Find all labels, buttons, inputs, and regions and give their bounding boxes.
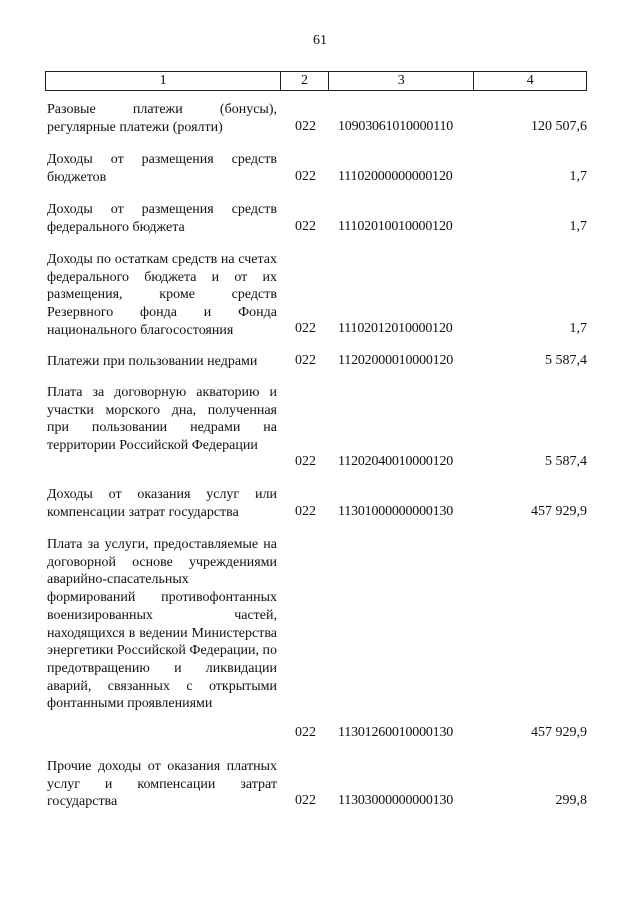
row-code: 022: [295, 119, 316, 134]
row-amount: 1,7: [569, 219, 587, 234]
row-kbk: 11102000000000120: [338, 169, 453, 184]
row-code: 022: [295, 454, 316, 469]
row-code: 022: [295, 321, 316, 336]
row-kbk: 11202000010000120: [338, 353, 454, 368]
row-kbk: 10903061010000110: [338, 119, 454, 134]
page-number: 61: [313, 33, 327, 48]
row-name: Плата за услуги, предоставляемые на договорной основе учреждениями аварийно-спасательных формирований противофонтанных военизированных частей, находящихся в ведении Министерства энергетики Российской Федерации, по предотвращению и ликвидации аварий, связанных с открытыми фонтанными проявлениями: [47, 537, 277, 712]
row-amount: 457 929,9: [531, 725, 587, 740]
row-code: 022: [295, 219, 316, 234]
row-name: Доходы от размещения средств федерального бюджета: [47, 202, 277, 235]
row-code: 022: [295, 793, 316, 808]
row-kbk: 11102010010000120: [338, 219, 453, 234]
row-code: 022: [295, 353, 316, 368]
row-code: 022: [295, 725, 316, 740]
row-kbk: 11102012010000120: [338, 321, 453, 336]
column-header-2: 2: [281, 72, 329, 90]
row-amount: 1,7: [569, 321, 587, 336]
row-amount: 5 587,4: [545, 353, 587, 368]
row-kbk: 11301260010000130: [338, 725, 454, 740]
row-name: Прочие доходы от оказания платных услуг и компенсации затрат государства: [47, 759, 277, 810]
column-header-4: 4: [526, 73, 534, 88]
row-name: Доходы по остаткам средств на счетах федерального бюджета и от их размещения, кроме средств Резервного фонда и Фонда национального благосостояния: [47, 252, 277, 338]
row-amount: 120 507,6: [531, 119, 587, 134]
row-code: 022: [295, 169, 316, 184]
row-kbk: 11202040010000120: [338, 454, 454, 469]
column-header-1: 1: [46, 72, 281, 90]
row-kbk: 11303000000000130: [338, 793, 454, 808]
row-amount: 5 587,4: [545, 454, 587, 469]
row-code: 022: [295, 504, 316, 519]
row-name: Доходы от оказания услуг или компенсации затрат государства: [47, 487, 277, 520]
row-amount: 1,7: [569, 169, 587, 184]
row-amount: 457 929,9: [531, 504, 587, 519]
row-name: Доходы от размещения средств бюджетов: [47, 152, 277, 185]
row-name: Плата за договорную акваторию и участки морского дна, полученная при пользовании недрами на территории Российской Федерации: [47, 385, 277, 454]
column-header-3: 3: [329, 72, 474, 90]
table-header: [45, 71, 587, 91]
row-name: Платежи при пользовании недрами: [47, 354, 258, 369]
row-amount: 299,8: [555, 793, 587, 808]
row-name: Разовые платежи (бонусы), регулярные платежи (роялти): [47, 102, 277, 135]
row-kbk: 11301000000000130: [338, 504, 454, 519]
